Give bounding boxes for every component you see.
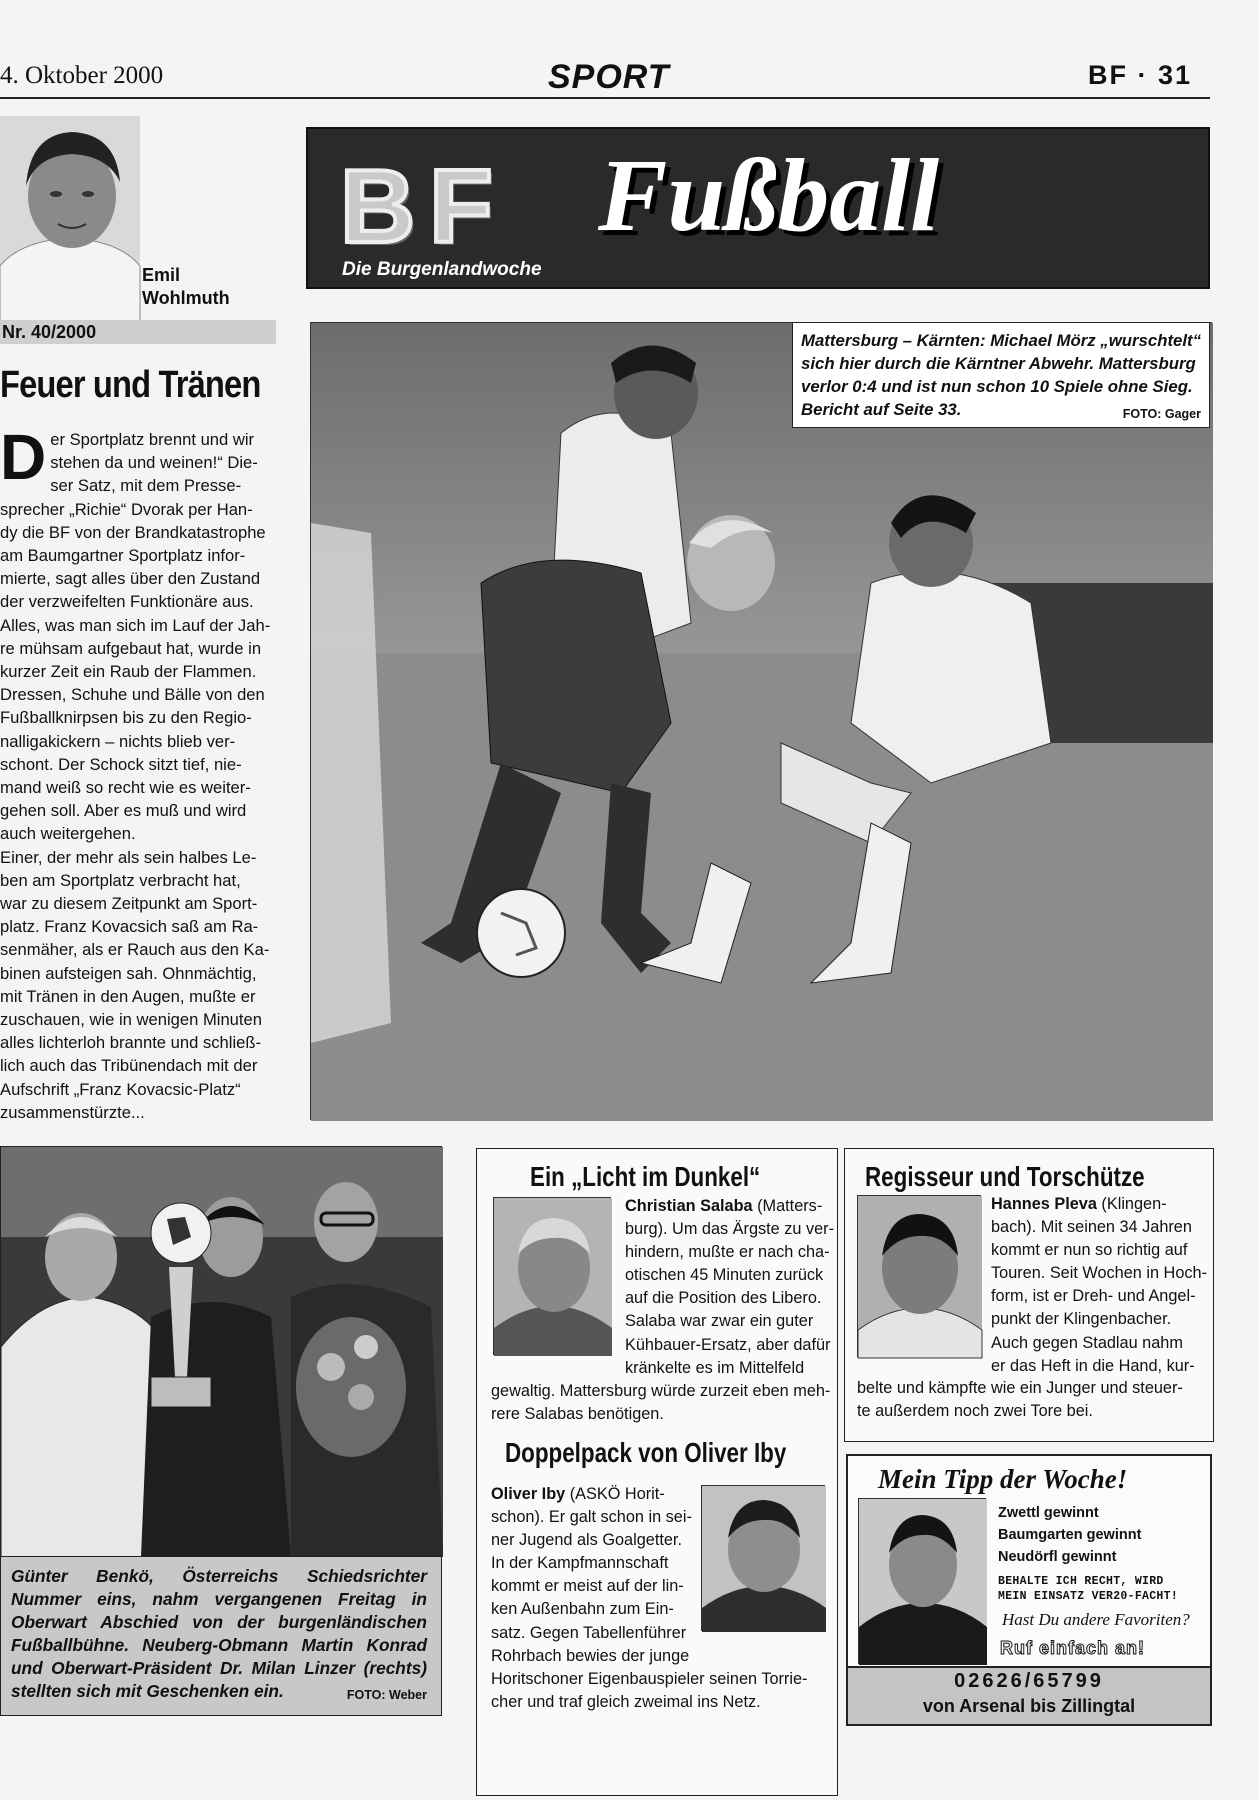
licht-line: burg). Um das Ärgste zu ver- [625, 1220, 835, 1239]
doppelpack-line: schon). Er galt schon in sei- [491, 1508, 692, 1527]
match-caption-text: Mattersburg – Kärnten: Michael Mörz „wurschtelt“ sich hier durch die Kärntner Abwehr. Mattersburg verlor 0:4 und ist nun schon 10 Spiele ohne Sieg. Bericht auf Seite 33. [801, 331, 1202, 419]
tipp-portrait [858, 1498, 986, 1664]
column-line: ben am Sportplatz verbracht hat, [0, 870, 241, 890]
licht-line: Salaba war zwar ein guter [625, 1312, 814, 1331]
column-line: Alles, was man sich im Lauf der Jah- [0, 615, 271, 635]
column-issue-number: Nr. 40/2000 [0, 320, 276, 344]
regisseur-line: te außerdem noch zwei Tore bei. [857, 1402, 1093, 1421]
column-line: schont. Der Schock sitzt tief, nie- [0, 754, 242, 774]
licht-line: (Matters- [752, 1197, 823, 1215]
doppelpack-line: kommt er meist auf der lin- [491, 1577, 684, 1596]
tipp-question: Hast Du andere Favoriten? [1002, 1610, 1190, 1629]
doppelpack-line: In der Kampfmannschaft [491, 1554, 669, 1573]
column-line: ser Satz, mit dem Presse- [50, 476, 242, 496]
dropcap: D [0, 421, 47, 493]
column-line: Dressen, Schuhe und Bälle von den [0, 685, 265, 705]
page-number: BF · 31 [1088, 60, 1193, 90]
licht-line: hindern, mußte er nach cha- [625, 1243, 830, 1262]
columnist-first-name: Emil [142, 265, 181, 285]
licht-line: Kühbauer-Ersatz, aber dafür [625, 1335, 831, 1354]
player-box-right [844, 1148, 1214, 1442]
tipp-title: Mein Tipp der Woche! [878, 1464, 1128, 1494]
referee-photo-caption [0, 1556, 442, 1716]
column-line: senmäher, als er Rauch aus den Ka- [0, 940, 270, 960]
header-rule [0, 97, 1210, 99]
licht-title: Ein „Licht im Dunkel“ [530, 1161, 761, 1192]
referee-caption-text: Günter Benkö, Österreichs Schiedsrichter Nummer eins, nahm vergangenen Freitag in Oberwart Abschied von der burgenländischen Fußballbühne. Neuberg-Obmann Martin Konrad und Oberwart-Präsident Dr. Milan Linzer (rechts) stellten sich mit Geschenken ein. [11, 1566, 427, 1701]
regisseur-line: punkt der Klingenbacher. [991, 1310, 1172, 1329]
iby-portrait [701, 1485, 825, 1631]
doppelpack-line: satz. Gegen Tabellenführer [491, 1623, 687, 1642]
column-line: zuschauen, wie in wenigen Minuten [0, 1010, 262, 1030]
tipp-pick: Zwettl gewinnt [998, 1505, 1099, 1521]
tipp-pick: Baumgarten gewinnt [998, 1527, 1142, 1543]
regisseur-line: form, ist er Dreh- und Angel- [991, 1287, 1196, 1306]
columnist-name [142, 264, 230, 310]
doppelpack-line: ken Außenbahn zum Ein- [491, 1600, 674, 1619]
licht-line: rere Salabas benötigen. [491, 1405, 664, 1424]
column-line: der verzweifelten Funktionäre aus. [0, 592, 254, 612]
columnist-last-name: Wohlmuth [142, 288, 230, 308]
salaba-portrait [493, 1197, 611, 1355]
column-line: gehen soll. Aber es muß und wird [0, 801, 247, 821]
regisseur-line: Touren. Seit Wochen in Hoch- [991, 1264, 1207, 1283]
licht-line: kränkelte es im Mittelfeld [625, 1358, 805, 1377]
referee-photo-credit: FOTO: Weber [346, 1688, 427, 1702]
salaba-name: Christian Salaba [625, 1197, 753, 1215]
licht-line: auf die Position des Libero. [625, 1289, 822, 1308]
column-line: mit Tränen in den Augen, mußte er [0, 986, 256, 1006]
column-line: sprecher „Richie“ Dvorak per Han- [0, 499, 253, 519]
column-line: platz. Franz Kovacsich saß am Ra- [0, 917, 259, 937]
tipp-slogan: von Arsenal bis Zillingtal [922, 1696, 1136, 1716]
doppelpack-line: ner Jugend als Goalgetter. [491, 1531, 682, 1550]
regisseur-line: belte und kämpfte wie ein Junger und steuer- [857, 1379, 1183, 1397]
column-line: nalligakickern – nichts blieb ver- [0, 731, 236, 751]
regisseur-text-side [991, 1193, 1207, 1378]
tipp-phone-banner [848, 1666, 1210, 1724]
licht-line: otischen 45 Minuten zurück [625, 1266, 824, 1285]
licht-line: gewaltig. Mattersburg würde zurzeit eben meh- [491, 1382, 831, 1400]
iby-name: Oliver Iby [491, 1485, 566, 1503]
match-photo-credit: FOTO: Gager [1122, 407, 1201, 421]
doppelpack-line: Horitschoner Eigenbauspieler seinen Torrie- [491, 1669, 808, 1688]
column-line: war zu diesem Zeitpunkt am Sport- [0, 894, 258, 914]
tipp-picks [998, 1502, 1141, 1568]
column-line: kurzer Zeit ein Raub der Flammen. [0, 662, 257, 682]
column-line: stehen da und weinen!“ Die- [50, 453, 258, 473]
tipp-phone-number: 02626/65799 [954, 1670, 1104, 1692]
column-line: er Sportplatz brennt und wir [50, 430, 255, 449]
regisseur-line: kommt er nun so richtig auf [991, 1241, 1188, 1260]
masthead-title: Fußball [598, 138, 939, 253]
doppelpack-line: cher und traf gleich zweimal ins Netz. [491, 1692, 761, 1711]
tipp-call: Ruf einfach an! [1000, 1638, 1146, 1658]
doppelpack-title: Doppelpack von Oliver Iby [505, 1437, 787, 1468]
masthead-subtitle: Die Burgenlandwoche [342, 259, 542, 280]
section-title: SPORT [548, 58, 670, 96]
column-line: Fußballknirpsen bis zu den Regio- [0, 708, 252, 728]
columnist-photo [0, 116, 140, 321]
referee-photo [0, 1146, 442, 1556]
issue-date: 4. Oktober 2000 [0, 62, 164, 89]
licht-text-full [491, 1380, 830, 1426]
tipp-pick: Neudörfl gewinnt [998, 1549, 1117, 1565]
column-line: re mühsam aufgebaut hat, wurde in [0, 638, 262, 658]
doppelpack-line: Rohrbach bewies der junge [491, 1646, 690, 1665]
player-box-left [476, 1148, 838, 1796]
match-photo [310, 322, 1212, 1120]
doppelpack-line: (ASKÖ Horit- [565, 1485, 665, 1503]
regisseur-title: Regisseur und Torschütze [865, 1161, 1145, 1192]
pleva-name: Hannes Pleva [991, 1195, 1097, 1213]
column-line: am Baumgartner Sportplatz infor- [0, 546, 246, 566]
regisseur-text-full [857, 1377, 1183, 1423]
column-line: zusammenstürzte... [0, 1102, 145, 1122]
masthead [306, 127, 1210, 289]
column-line: alles lichterloh brannte und schließ- [0, 1033, 262, 1053]
tipp-note [998, 1574, 1178, 1604]
column-line: mand weiß so recht wie es weiter- [0, 778, 251, 798]
column-body [0, 421, 276, 1124]
column-line: dy die BF von der Brandkatastrophe [0, 522, 266, 542]
pleva-portrait [857, 1195, 981, 1357]
column-title: Feuer und Tränen [0, 364, 261, 406]
column-line: mierte, sagt alles über den Zustand [0, 569, 261, 589]
column-line: binen aufsteigen sah. Ohnmächtig, [0, 963, 257, 983]
tipp-note-line: MEIN EINSATZ VER20-FACHT! [998, 1590, 1179, 1603]
tipp-box [846, 1454, 1212, 1726]
column-line: Aufschrift „Franz Kovacsic-Platz“ [0, 1079, 241, 1099]
column-line: auch weitergehen. [0, 824, 136, 844]
bf-logo: BF [340, 149, 507, 265]
tipp-note-line: BEHALTE ICH RECHT, WIRD [998, 1575, 1164, 1588]
regisseur-line: (Klingen- [1096, 1195, 1167, 1213]
column-line: lich auch das Tribünendach mit der [0, 1056, 258, 1076]
column-line: Einer, der mehr als sein halbes Le- [0, 847, 257, 867]
regisseur-line: er das Heft in die Hand, kur- [991, 1356, 1195, 1375]
regisseur-line: bach). Mit seinen 34 Jahren [991, 1218, 1192, 1237]
match-photo-caption [792, 322, 1210, 428]
regisseur-line: Auch gegen Stadlau nahm [991, 1333, 1183, 1352]
licht-text-side [625, 1195, 834, 1380]
